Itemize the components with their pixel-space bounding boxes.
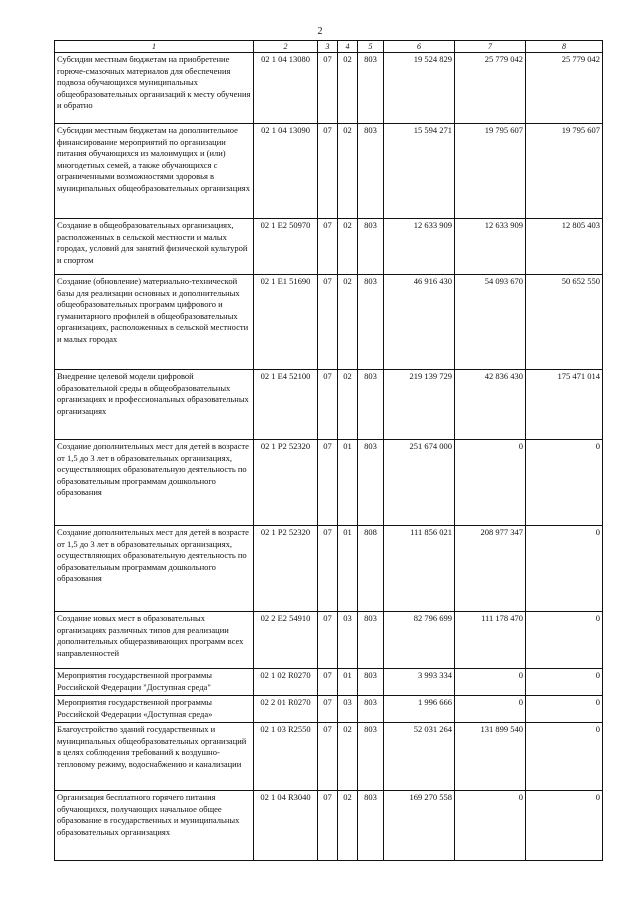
row-amount-year-2: 12 633 909 (455, 219, 526, 275)
row-amount-year-2: 111 178 470 (455, 612, 526, 669)
row-target-article: 02 1 04 13080 (254, 53, 318, 124)
row-name: Создание дополнительных мест для детей в возрасте от 1,5 до 3 лет в образовательных организациях, осуществляющих образовательную деятельность по образовательным программам дошкольного образования (55, 440, 254, 526)
row-section: 07 (318, 219, 338, 275)
row-expense-type: 803 (358, 696, 384, 723)
row-amount-year-3: 0 (526, 526, 603, 612)
row-target-article: 02 2 01 R0270 (254, 696, 318, 723)
row-subsection: 02 (338, 791, 358, 861)
row-expense-type: 803 (358, 791, 384, 861)
header-row (55, 41, 603, 53)
table-row (55, 791, 603, 861)
row-name: Субсидии местным бюджетам на дополнительное финансирование мероприятий по организации питания обучающихся из малоимущих и (или) многодетных семей, а также обучающихся с ограниченными возможностями здоровья в муниципальных общеобразовательных организациях (55, 124, 254, 219)
row-amount-year-1: 169 270 558 (384, 791, 455, 861)
column-header: 6 (384, 41, 455, 53)
row-amount-year-2: 19 795 607 (455, 124, 526, 219)
row-subsection: 01 (338, 669, 358, 696)
row-amount-year-1: 111 856 021 (384, 526, 455, 612)
column-header: 2 (254, 41, 318, 53)
row-expense-type: 808 (358, 526, 384, 612)
row-amount-year-2: 131 899 540 (455, 723, 526, 791)
row-target-article: 02 1 E4 52100 (254, 370, 318, 440)
row-expense-type: 803 (358, 53, 384, 124)
column-header: 4 (338, 41, 358, 53)
row-target-article: 02 1 04 R3040 (254, 791, 318, 861)
row-expense-type: 803 (358, 219, 384, 275)
row-amount-year-1: 1 996 666 (384, 696, 455, 723)
row-name: Организация бесплатного горячего питания обучающихся, получающих начальное общее образование в государственных и муниципальных образовательных организациях (55, 791, 254, 861)
table-row (55, 53, 603, 124)
row-amount-year-1: 82 796 699 (384, 612, 455, 669)
row-target-article: 02 1 P2 52320 (254, 440, 318, 526)
row-amount-year-1: 15 594 271 (384, 124, 455, 219)
row-name: Мероприятия государственной программы Российской Федерации "Доступная среда" (55, 669, 254, 696)
row-amount-year-1: 52 031 264 (384, 723, 455, 791)
row-section: 07 (318, 53, 338, 124)
row-amount-year-3: 50 652 550 (526, 275, 603, 370)
table-row (55, 219, 603, 275)
row-amount-year-3: 25 779 042 (526, 53, 603, 124)
column-header: 1 (55, 41, 254, 53)
row-amount-year-2: 0 (455, 440, 526, 526)
row-expense-type: 803 (358, 124, 384, 219)
row-target-article: 02 1 03 R2550 (254, 723, 318, 791)
row-section: 07 (318, 791, 338, 861)
row-section: 07 (318, 723, 338, 791)
row-section: 07 (318, 669, 338, 696)
row-target-article: 02 1 E2 50970 (254, 219, 318, 275)
row-section: 07 (318, 696, 338, 723)
table-row (55, 723, 603, 791)
row-amount-year-3: 0 (526, 440, 603, 526)
row-subsection: 02 (338, 219, 358, 275)
row-amount-year-2: 25 779 042 (455, 53, 526, 124)
row-amount-year-3: 19 795 607 (526, 124, 603, 219)
row-amount-year-2: 208 977 347 (455, 526, 526, 612)
row-amount-year-3: 12 805 403 (526, 219, 603, 275)
table-row (55, 526, 603, 612)
row-name: Создание дополнительных мест для детей в возрасте от 1,5 до 3 лет в образовательных организациях, осуществляющих образовательную деятельность по образовательным программам дошкольного образования (55, 526, 254, 612)
budget-table (54, 40, 603, 861)
column-header: 7 (455, 41, 526, 53)
row-amount-year-3: 0 (526, 723, 603, 791)
row-subsection: 02 (338, 275, 358, 370)
row-amount-year-2: 0 (455, 696, 526, 723)
row-section: 07 (318, 440, 338, 526)
row-amount-year-3: 0 (526, 669, 603, 696)
row-name: Создание (обновление) материально-технической базы для реализации основных и дополнительных общеобразовательных программ цифрового и гуманитарного профилей в общеобразовательных организациях, расположенных в сельской местности и малых городах (55, 275, 254, 370)
row-name: Субсидии местным бюджетам на приобретение горюче-смазочных материалов для обеспечения подвоза обучающихся муниципальных общеобразовательных организаций к месту обучения и обратно (55, 53, 254, 124)
row-subsection: 02 (338, 53, 358, 124)
row-amount-year-3: 0 (526, 696, 603, 723)
row-expense-type: 803 (358, 669, 384, 696)
row-name: Создание новых мест в образовательных организациях различных типов для реализации дополнительных общеразвивающих программ всех направленностей (55, 612, 254, 669)
column-header: 5 (358, 41, 384, 53)
row-amount-year-1: 3 993 334 (384, 669, 455, 696)
row-subsection: 01 (338, 526, 358, 612)
row-target-article: 02 1 P2 52320 (254, 526, 318, 612)
column-header: 3 (318, 41, 338, 53)
row-amount-year-1: 46 916 430 (384, 275, 455, 370)
table-row (55, 440, 603, 526)
table-row (55, 669, 603, 696)
row-target-article: 02 1 04 13090 (254, 124, 318, 219)
row-name: Создание в общеобразовательных организациях, расположенных в сельской местности и малых городах, условий для занятий физической культурой и спортом (55, 219, 254, 275)
row-subsection: 02 (338, 370, 358, 440)
table-row (55, 370, 603, 440)
table-row (55, 275, 603, 370)
page-number: 2 (317, 26, 323, 37)
row-subsection: 03 (338, 612, 358, 669)
row-expense-type: 803 (358, 612, 384, 669)
row-amount-year-3: 0 (526, 791, 603, 861)
row-amount-year-1: 219 139 729 (384, 370, 455, 440)
row-expense-type: 803 (358, 723, 384, 791)
row-amount-year-2: 0 (455, 791, 526, 861)
row-expense-type: 803 (358, 275, 384, 370)
row-section: 07 (318, 124, 338, 219)
row-amount-year-1: 251 674 000 (384, 440, 455, 526)
row-name: Внедрение целевой модели цифровой образовательной среды в общеобразовательных организациях и профессиональных образовательных организациях (55, 370, 254, 440)
row-amount-year-3: 0 (526, 612, 603, 669)
row-target-article: 02 1 E1 51690 (254, 275, 318, 370)
row-amount-year-3: 175 471 014 (526, 370, 603, 440)
table-row (55, 612, 603, 669)
row-amount-year-1: 19 524 829 (384, 53, 455, 124)
row-name: Мероприятия государственной программы Российской Федерации «Доступная среда» (55, 696, 254, 723)
table-row (55, 696, 603, 723)
row-amount-year-2: 0 (455, 669, 526, 696)
row-subsection: 01 (338, 440, 358, 526)
row-target-article: 02 1 02 R0270 (254, 669, 318, 696)
row-subsection: 03 (338, 696, 358, 723)
row-subsection: 02 (338, 723, 358, 791)
table-row (55, 124, 603, 219)
row-name: Благоустройство зданий государственных и муниципальных общеобразовательных организаций в целях соблюдения требований к воздушно-тепловому режиму, водоснабжению и канализации (55, 723, 254, 791)
row-amount-year-1: 12 633 909 (384, 219, 455, 275)
row-section: 07 (318, 526, 338, 612)
column-header: 8 (526, 41, 603, 53)
row-section: 07 (318, 275, 338, 370)
row-expense-type: 803 (358, 370, 384, 440)
row-section: 07 (318, 612, 338, 669)
row-subsection: 02 (338, 124, 358, 219)
row-amount-year-2: 42 836 430 (455, 370, 526, 440)
row-amount-year-2: 54 093 670 (455, 275, 526, 370)
row-section: 07 (318, 370, 338, 440)
row-target-article: 02 2 E2 54910 (254, 612, 318, 669)
row-expense-type: 803 (358, 440, 384, 526)
